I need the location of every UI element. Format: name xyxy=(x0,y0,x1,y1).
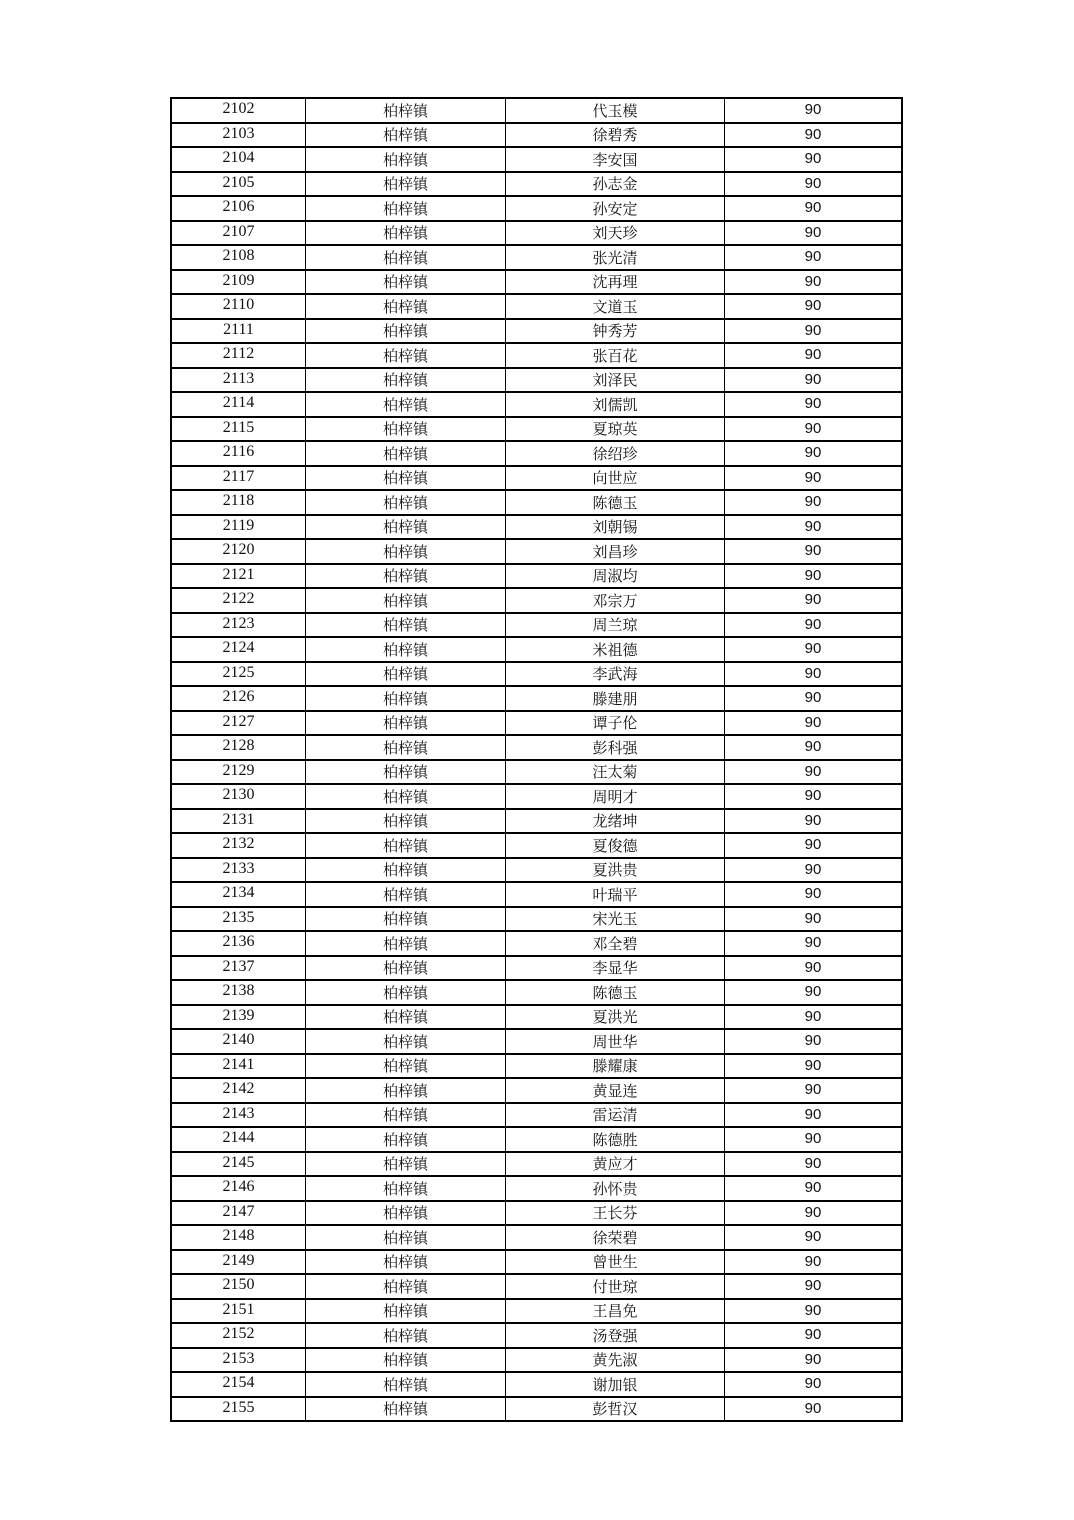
amount-cell: 90 xyxy=(725,172,903,197)
row-number-cell: 2141 xyxy=(171,1054,306,1079)
name-cell: 彭哲汉 xyxy=(506,1397,725,1422)
town-cell: 柏梓镇 xyxy=(306,441,506,466)
name-cell: 刘儒凯 xyxy=(506,392,725,417)
amount-cell: 90 xyxy=(725,1348,903,1373)
town-cell: 柏梓镇 xyxy=(306,368,506,393)
town-cell: 柏梓镇 xyxy=(306,1372,506,1397)
amount-cell: 90 xyxy=(725,1274,903,1299)
amount-cell: 90 xyxy=(725,368,903,393)
amount-cell: 90 xyxy=(725,1152,903,1177)
row-number-cell: 2154 xyxy=(171,1372,306,1397)
town-cell: 柏梓镇 xyxy=(306,711,506,736)
row-number-cell: 2137 xyxy=(171,956,306,981)
table-row xyxy=(171,637,902,662)
town-cell: 柏梓镇 xyxy=(306,270,506,295)
name-cell: 周淑均 xyxy=(506,564,725,589)
table-row xyxy=(171,1323,902,1348)
row-number-cell: 2104 xyxy=(171,147,306,172)
name-cell: 黄显连 xyxy=(506,1078,725,1103)
table-row xyxy=(171,392,902,417)
town-cell: 柏梓镇 xyxy=(306,1005,506,1030)
amount-cell: 90 xyxy=(725,956,903,981)
name-cell: 龙绪坤 xyxy=(506,809,725,834)
table-row xyxy=(171,1274,902,1299)
table-row xyxy=(171,1054,902,1079)
name-cell: 沈再理 xyxy=(506,270,725,295)
amount-cell: 90 xyxy=(725,245,903,270)
row-number-cell: 2108 xyxy=(171,245,306,270)
town-cell: 柏梓镇 xyxy=(306,490,506,515)
table-row xyxy=(171,833,902,858)
row-number-cell: 2119 xyxy=(171,515,306,540)
row-number-cell: 2120 xyxy=(171,539,306,564)
name-cell: 李显华 xyxy=(506,956,725,981)
town-cell: 柏梓镇 xyxy=(306,637,506,662)
town-cell: 柏梓镇 xyxy=(306,1299,506,1324)
table-row xyxy=(171,417,902,442)
row-number-cell: 2131 xyxy=(171,809,306,834)
name-cell: 彭科强 xyxy=(506,735,725,760)
town-cell: 柏梓镇 xyxy=(306,735,506,760)
town-cell: 柏梓镇 xyxy=(306,196,506,221)
table-row xyxy=(171,1152,902,1177)
amount-cell: 90 xyxy=(725,319,903,344)
row-number-cell: 2139 xyxy=(171,1005,306,1030)
table-row xyxy=(171,294,902,319)
name-cell: 陈德胜 xyxy=(506,1127,725,1152)
name-cell: 刘天珍 xyxy=(506,221,725,246)
table-row xyxy=(171,662,902,687)
name-cell: 叶瑞平 xyxy=(506,882,725,907)
name-cell: 徐碧秀 xyxy=(506,123,725,148)
row-number-cell: 2121 xyxy=(171,564,306,589)
amount-cell: 90 xyxy=(725,931,903,956)
row-number-cell: 2147 xyxy=(171,1201,306,1226)
row-number-cell: 2135 xyxy=(171,907,306,932)
town-cell: 柏梓镇 xyxy=(306,686,506,711)
row-number-cell: 2146 xyxy=(171,1176,306,1201)
amount-cell: 90 xyxy=(725,515,903,540)
table-row xyxy=(171,588,902,613)
table-row xyxy=(171,123,902,148)
name-cell: 刘泽民 xyxy=(506,368,725,393)
amount-cell: 90 xyxy=(725,686,903,711)
name-cell: 代玉模 xyxy=(506,98,725,123)
row-number-cell: 2113 xyxy=(171,368,306,393)
name-cell: 刘昌珍 xyxy=(506,539,725,564)
amount-cell: 90 xyxy=(725,564,903,589)
name-cell: 徐荣碧 xyxy=(506,1225,725,1250)
row-number-cell: 2142 xyxy=(171,1078,306,1103)
town-cell: 柏梓镇 xyxy=(306,1397,506,1422)
table-row xyxy=(171,956,902,981)
name-cell: 李安国 xyxy=(506,147,725,172)
name-cell: 王长芬 xyxy=(506,1201,725,1226)
name-cell: 文道玉 xyxy=(506,294,725,319)
row-number-cell: 2117 xyxy=(171,466,306,491)
amount-cell: 90 xyxy=(725,196,903,221)
table-row xyxy=(171,1397,902,1422)
amount-cell: 90 xyxy=(725,858,903,883)
table-row xyxy=(171,564,902,589)
amount-cell: 90 xyxy=(725,392,903,417)
name-cell: 夏琼英 xyxy=(506,417,725,442)
row-number-cell: 2116 xyxy=(171,441,306,466)
name-cell: 雷运清 xyxy=(506,1103,725,1128)
town-cell: 柏梓镇 xyxy=(306,1029,506,1054)
amount-cell: 90 xyxy=(725,147,903,172)
table-row xyxy=(171,980,902,1005)
name-cell: 夏俊德 xyxy=(506,833,725,858)
name-cell: 汪太菊 xyxy=(506,760,725,785)
name-cell: 滕建朋 xyxy=(506,686,725,711)
amount-cell: 90 xyxy=(725,637,903,662)
town-cell: 柏梓镇 xyxy=(306,147,506,172)
row-number-cell: 2109 xyxy=(171,270,306,295)
amount-cell: 90 xyxy=(725,1299,903,1324)
amount-cell: 90 xyxy=(725,294,903,319)
amount-cell: 90 xyxy=(725,809,903,834)
table-row xyxy=(171,931,902,956)
row-number-cell: 2103 xyxy=(171,123,306,148)
town-cell: 柏梓镇 xyxy=(306,760,506,785)
amount-cell: 90 xyxy=(725,1397,903,1422)
amount-cell: 90 xyxy=(725,343,903,368)
town-cell: 柏梓镇 xyxy=(306,515,506,540)
name-cell: 刘朝锡 xyxy=(506,515,725,540)
name-cell: 谭子伦 xyxy=(506,711,725,736)
amount-cell: 90 xyxy=(725,1005,903,1030)
name-cell: 夏洪光 xyxy=(506,1005,725,1030)
amount-cell: 90 xyxy=(725,613,903,638)
amount-cell: 90 xyxy=(725,98,903,123)
amount-cell: 90 xyxy=(725,441,903,466)
name-cell: 王昌免 xyxy=(506,1299,725,1324)
amount-cell: 90 xyxy=(725,1103,903,1128)
amount-cell: 90 xyxy=(725,711,903,736)
amount-cell: 90 xyxy=(725,760,903,785)
table-row xyxy=(171,1103,902,1128)
table-row xyxy=(171,858,902,883)
row-number-cell: 2126 xyxy=(171,686,306,711)
amount-cell: 90 xyxy=(725,833,903,858)
town-cell: 柏梓镇 xyxy=(306,1103,506,1128)
table-row xyxy=(171,221,902,246)
town-cell: 柏梓镇 xyxy=(306,1348,506,1373)
town-cell: 柏梓镇 xyxy=(306,564,506,589)
town-cell: 柏梓镇 xyxy=(306,1127,506,1152)
table-row xyxy=(171,1176,902,1201)
name-cell: 孙怀贵 xyxy=(506,1176,725,1201)
town-cell: 柏梓镇 xyxy=(306,1176,506,1201)
row-number-cell: 2106 xyxy=(171,196,306,221)
table-row xyxy=(171,270,902,295)
amount-cell: 90 xyxy=(725,1372,903,1397)
amount-cell: 90 xyxy=(725,123,903,148)
amount-cell: 90 xyxy=(725,1250,903,1275)
amount-cell: 90 xyxy=(725,490,903,515)
row-number-cell: 2124 xyxy=(171,637,306,662)
row-number-cell: 2140 xyxy=(171,1029,306,1054)
amount-cell: 90 xyxy=(725,1127,903,1152)
row-number-cell: 2144 xyxy=(171,1127,306,1152)
name-cell: 周兰琼 xyxy=(506,613,725,638)
table-row xyxy=(171,172,902,197)
name-cell: 汤登强 xyxy=(506,1323,725,1348)
town-cell: 柏梓镇 xyxy=(306,1078,506,1103)
name-cell: 曾世生 xyxy=(506,1250,725,1275)
town-cell: 柏梓镇 xyxy=(306,343,506,368)
name-cell: 周明才 xyxy=(506,784,725,809)
row-number-cell: 2134 xyxy=(171,882,306,907)
table-row xyxy=(171,1127,902,1152)
table-row xyxy=(171,1078,902,1103)
table-body xyxy=(171,98,902,1421)
town-cell: 柏梓镇 xyxy=(306,809,506,834)
name-cell: 黄先淑 xyxy=(506,1348,725,1373)
row-number-cell: 2149 xyxy=(171,1250,306,1275)
table-row xyxy=(171,196,902,221)
row-number-cell: 2105 xyxy=(171,172,306,197)
table-row xyxy=(171,1299,902,1324)
table-row xyxy=(171,711,902,736)
town-cell: 柏梓镇 xyxy=(306,294,506,319)
amount-cell: 90 xyxy=(725,1323,903,1348)
town-cell: 柏梓镇 xyxy=(306,98,506,123)
town-cell: 柏梓镇 xyxy=(306,980,506,1005)
row-number-cell: 2118 xyxy=(171,490,306,515)
name-cell: 孙安定 xyxy=(506,196,725,221)
amount-cell: 90 xyxy=(725,1176,903,1201)
name-cell: 李武海 xyxy=(506,662,725,687)
name-cell: 邓全碧 xyxy=(506,931,725,956)
amount-cell: 90 xyxy=(725,907,903,932)
row-number-cell: 2136 xyxy=(171,931,306,956)
name-cell: 张光清 xyxy=(506,245,725,270)
name-cell: 宋光玉 xyxy=(506,907,725,932)
town-cell: 柏梓镇 xyxy=(306,1323,506,1348)
town-cell: 柏梓镇 xyxy=(306,417,506,442)
amount-cell: 90 xyxy=(725,662,903,687)
table-row xyxy=(171,98,902,123)
table-row xyxy=(171,1372,902,1397)
name-cell: 张百花 xyxy=(506,343,725,368)
town-cell: 柏梓镇 xyxy=(306,833,506,858)
row-number-cell: 2130 xyxy=(171,784,306,809)
amount-cell: 90 xyxy=(725,784,903,809)
table-row xyxy=(171,319,902,344)
table-row xyxy=(171,515,902,540)
name-cell: 陈德玉 xyxy=(506,490,725,515)
row-number-cell: 2125 xyxy=(171,662,306,687)
row-number-cell: 2132 xyxy=(171,833,306,858)
table-row xyxy=(171,1005,902,1030)
town-cell: 柏梓镇 xyxy=(306,931,506,956)
name-cell: 钟秀芳 xyxy=(506,319,725,344)
row-number-cell: 2107 xyxy=(171,221,306,246)
name-cell: 周世华 xyxy=(506,1029,725,1054)
table-row xyxy=(171,613,902,638)
table-row xyxy=(171,1250,902,1275)
amount-cell: 90 xyxy=(725,270,903,295)
table-row xyxy=(171,1029,902,1054)
town-cell: 柏梓镇 xyxy=(306,956,506,981)
table-row xyxy=(171,441,902,466)
amount-cell: 90 xyxy=(725,466,903,491)
name-cell: 滕耀康 xyxy=(506,1054,725,1079)
table-row xyxy=(171,1348,902,1373)
town-cell: 柏梓镇 xyxy=(306,784,506,809)
row-number-cell: 2102 xyxy=(171,98,306,123)
table-row xyxy=(171,539,902,564)
town-cell: 柏梓镇 xyxy=(306,858,506,883)
table-row xyxy=(171,490,902,515)
town-cell: 柏梓镇 xyxy=(306,221,506,246)
amount-cell: 90 xyxy=(725,735,903,760)
town-cell: 柏梓镇 xyxy=(306,1250,506,1275)
name-cell: 黄应才 xyxy=(506,1152,725,1177)
table-row xyxy=(171,784,902,809)
amount-cell: 90 xyxy=(725,1054,903,1079)
row-number-cell: 2138 xyxy=(171,980,306,1005)
table-row xyxy=(171,760,902,785)
name-cell: 米祖德 xyxy=(506,637,725,662)
table-row xyxy=(171,466,902,491)
name-cell: 陈德玉 xyxy=(506,980,725,1005)
town-cell: 柏梓镇 xyxy=(306,1274,506,1299)
row-number-cell: 2114 xyxy=(171,392,306,417)
subsidy-list-table xyxy=(170,97,903,1422)
town-cell: 柏梓镇 xyxy=(306,172,506,197)
amount-cell: 90 xyxy=(725,882,903,907)
table-row xyxy=(171,343,902,368)
row-number-cell: 2145 xyxy=(171,1152,306,1177)
row-number-cell: 2153 xyxy=(171,1348,306,1373)
amount-cell: 90 xyxy=(725,980,903,1005)
table-row xyxy=(171,1201,902,1226)
row-number-cell: 2129 xyxy=(171,760,306,785)
row-number-cell: 2122 xyxy=(171,588,306,613)
amount-cell: 90 xyxy=(725,1201,903,1226)
town-cell: 柏梓镇 xyxy=(306,392,506,417)
row-number-cell: 2127 xyxy=(171,711,306,736)
table-row xyxy=(171,882,902,907)
row-number-cell: 2133 xyxy=(171,858,306,883)
name-cell: 付世琼 xyxy=(506,1274,725,1299)
name-cell: 徐绍珍 xyxy=(506,441,725,466)
row-number-cell: 2148 xyxy=(171,1225,306,1250)
row-number-cell: 2111 xyxy=(171,319,306,344)
amount-cell: 90 xyxy=(725,417,903,442)
table-row xyxy=(171,686,902,711)
town-cell: 柏梓镇 xyxy=(306,907,506,932)
row-number-cell: 2150 xyxy=(171,1274,306,1299)
town-cell: 柏梓镇 xyxy=(306,1201,506,1226)
town-cell: 柏梓镇 xyxy=(306,466,506,491)
row-number-cell: 2123 xyxy=(171,613,306,638)
name-cell: 孙志金 xyxy=(506,172,725,197)
town-cell: 柏梓镇 xyxy=(306,1152,506,1177)
table-row xyxy=(171,1225,902,1250)
town-cell: 柏梓镇 xyxy=(306,539,506,564)
amount-cell: 90 xyxy=(725,1029,903,1054)
table-row xyxy=(171,245,902,270)
town-cell: 柏梓镇 xyxy=(306,1054,506,1079)
table-row xyxy=(171,147,902,172)
row-number-cell: 2155 xyxy=(171,1397,306,1422)
table-row xyxy=(171,368,902,393)
row-number-cell: 2112 xyxy=(171,343,306,368)
town-cell: 柏梓镇 xyxy=(306,319,506,344)
amount-cell: 90 xyxy=(725,588,903,613)
name-cell: 谢加银 xyxy=(506,1372,725,1397)
name-cell: 夏洪贵 xyxy=(506,858,725,883)
row-number-cell: 2151 xyxy=(171,1299,306,1324)
town-cell: 柏梓镇 xyxy=(306,882,506,907)
amount-cell: 90 xyxy=(725,539,903,564)
table-row xyxy=(171,809,902,834)
name-cell: 邓宗万 xyxy=(506,588,725,613)
row-number-cell: 2128 xyxy=(171,735,306,760)
town-cell: 柏梓镇 xyxy=(306,245,506,270)
row-number-cell: 2110 xyxy=(171,294,306,319)
table-row xyxy=(171,735,902,760)
town-cell: 柏梓镇 xyxy=(306,613,506,638)
name-cell: 向世应 xyxy=(506,466,725,491)
town-cell: 柏梓镇 xyxy=(306,662,506,687)
town-cell: 柏梓镇 xyxy=(306,123,506,148)
town-cell: 柏梓镇 xyxy=(306,1225,506,1250)
row-number-cell: 2115 xyxy=(171,417,306,442)
amount-cell: 90 xyxy=(725,1078,903,1103)
town-cell: 柏梓镇 xyxy=(306,588,506,613)
table-row xyxy=(171,907,902,932)
row-number-cell: 2143 xyxy=(171,1103,306,1128)
amount-cell: 90 xyxy=(725,1225,903,1250)
amount-cell: 90 xyxy=(725,221,903,246)
row-number-cell: 2152 xyxy=(171,1323,306,1348)
